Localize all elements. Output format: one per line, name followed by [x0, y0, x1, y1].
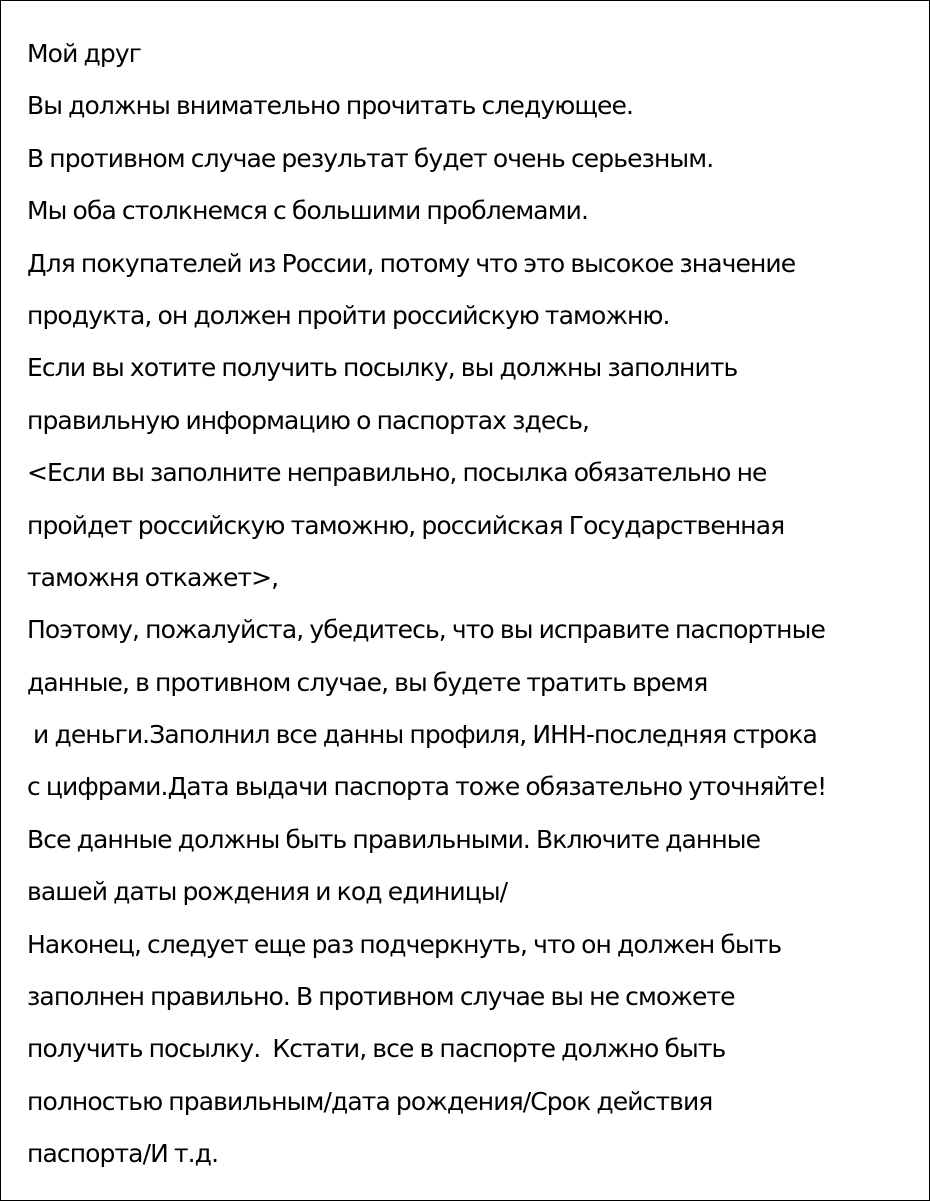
text-line: Поэтому, пожалуйста, убедитесь, что вы исправите паспортные	[27, 615, 825, 645]
text-line: Если вы хотите получить посылку, вы должны заполнить	[27, 353, 738, 383]
text-line: таможня откажет>,	[27, 562, 279, 592]
text-line: <Если вы заполните неправильно, посылка обязательно не	[27, 458, 767, 488]
text-line: с цифрами.Дата выдачи паспорта тоже обязательно уточняйте!	[27, 772, 827, 802]
text-line: Наконец, следует еще раз подчеркнуть, что он должен быть	[27, 929, 782, 959]
text-line: Все данные должны быть правильными. Включите данные	[27, 824, 761, 854]
text-line: Мой друг	[27, 39, 141, 68]
text-line: полностью правильным/дата рождения/Срок действия	[27, 1086, 713, 1116]
text-line: Мы оба столкнемся с большими проблемами.	[27, 196, 589, 226]
text-line: В противном случае результат будет очень серьезным.	[27, 143, 714, 173]
text-line: правильную информацию о паспортах здесь,	[27, 405, 590, 435]
text-line: и деньги.Заполнил все данны профиля, ИНН-последняя строка	[27, 720, 817, 750]
text-line: продукта, он должен пройти российскую таможню.	[27, 300, 670, 330]
text-line: получить посылку. Кстати, все в паспорте должно быть	[27, 1034, 726, 1064]
message-body	[27, 28, 929, 1181]
text-line: паспорта/И т.д.	[27, 1139, 219, 1169]
text-line: данные, в противном случае, вы будете тратить время	[27, 667, 708, 697]
text-line: пройдет российскую таможню, российская Государственная	[27, 510, 785, 540]
text-line: вашей даты рождения и код единицы/	[27, 877, 508, 907]
text-line: Вы должны внимательно прочитать следующее.	[27, 91, 634, 121]
text-line: Для покупателей из России, потому что это высокое значение	[27, 248, 796, 278]
text-line: заполнен правильно. В противном случае вы не сможете	[27, 982, 735, 1012]
